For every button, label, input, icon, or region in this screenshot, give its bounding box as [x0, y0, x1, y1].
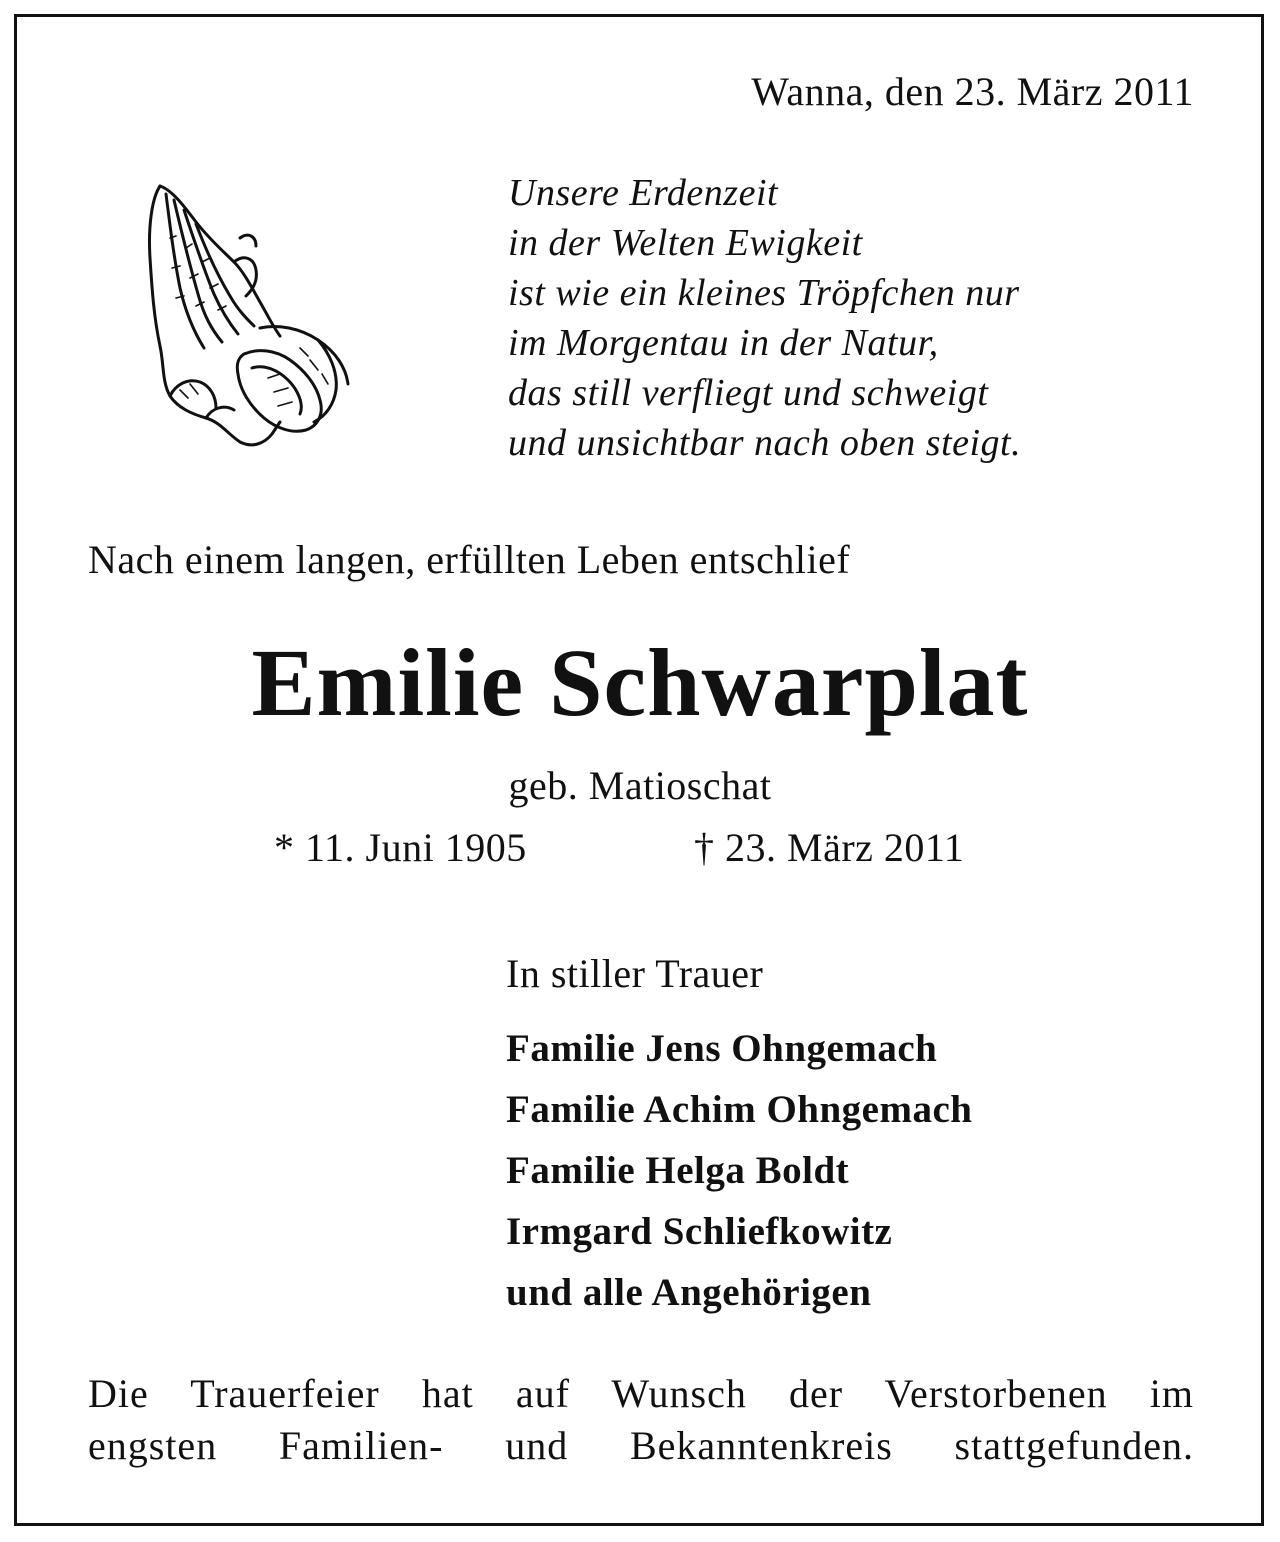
poem	[508, 168, 1021, 468]
death-date: † 23. März 2011	[694, 825, 965, 870]
poem-line: das still verfliegt und schweigt	[508, 372, 989, 414]
mourner: Familie Achim Ohngemach	[506, 1088, 973, 1131]
poem-line: in der Welten Ewigkeit	[508, 222, 863, 264]
mourners-list	[506, 1018, 972, 1323]
place-date: Wanna, den 23. März 2011	[751, 69, 1194, 114]
poem-line: ist wie ein kleines Tröpfchen nur	[508, 272, 1020, 314]
mourner: und alle Angehörigen	[506, 1271, 872, 1314]
praying-hands-icon	[140, 178, 355, 450]
poem-line: und unsichtbar nach oben steigt.	[508, 422, 1022, 464]
maiden-name: geb. Matioschat	[508, 763, 772, 808]
mourning-line: In stiller Trauer	[506, 951, 764, 996]
mourner: Familie Helga Boldt	[506, 1149, 850, 1192]
intro-text: Nach einem langen, erfüllten Leben entschlief	[88, 537, 851, 582]
closing-line: Die Trauerfeier hat auf Wunsch der Verstorbenen im	[88, 1371, 1194, 1416]
poem-line: Unsere Erdenzeit	[508, 172, 779, 214]
poem-line: im Morgentau in der Natur,	[508, 322, 939, 364]
closing-notice	[88, 1368, 1194, 1472]
birth-date: * 11. Juni 1905	[274, 825, 527, 870]
closing-line: engsten Familien- und Bekanntenkreis stattgefunden.	[88, 1423, 1194, 1468]
deceased-name: Emilie Schwarplat	[251, 629, 1029, 736]
mourner: Familie Jens Ohngemach	[506, 1027, 938, 1070]
mourner: Irmgard Schliefkowitz	[506, 1210, 893, 1253]
